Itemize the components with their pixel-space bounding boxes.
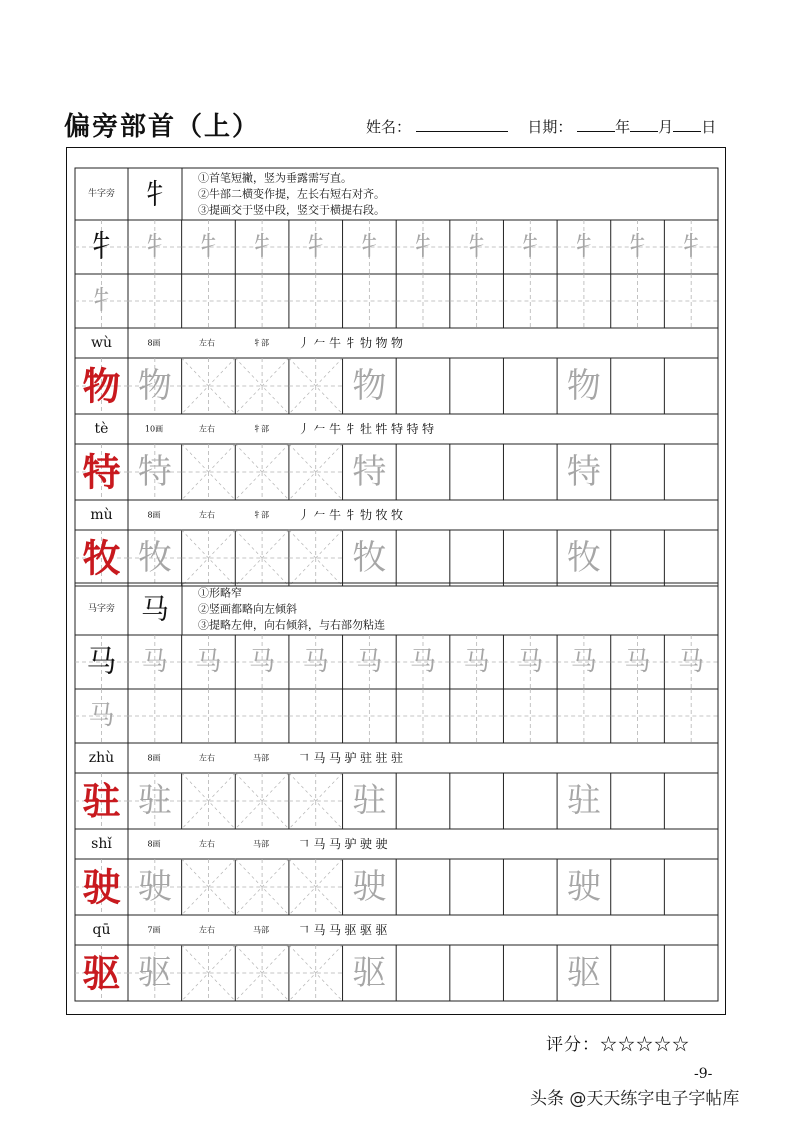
- stroke-step: 𠂉: [313, 422, 326, 436]
- stroke-step: 牞: [360, 508, 373, 522]
- trace-char: 驻: [352, 781, 387, 821]
- pinyin: shǐ: [91, 836, 112, 852]
- radical-name: 马字旁: [87, 604, 116, 614]
- stroke-step: 物: [391, 336, 404, 350]
- structure: 左右: [199, 925, 215, 935]
- stroke-count: 8画: [147, 753, 161, 763]
- stroke-step: 牜: [344, 422, 357, 436]
- stroke-step: 马: [329, 923, 342, 937]
- radical-label: 牜部: [253, 338, 269, 348]
- radical-trace: 牜: [249, 232, 276, 262]
- trace-char: 牧: [137, 538, 172, 578]
- model-char: 特: [82, 449, 121, 495]
- radical-trace: 牜: [141, 232, 168, 262]
- stroke-step: 牜: [344, 508, 357, 522]
- pinyin: qū: [92, 922, 111, 938]
- stroke-step: 牡: [360, 422, 373, 436]
- tips-row: [75, 583, 718, 635]
- stroke-step: 特: [406, 422, 419, 436]
- date-label: 日期：: [527, 118, 573, 136]
- year-label: 年: [615, 118, 631, 136]
- stroke-step: 驴: [344, 751, 357, 765]
- radical-trace: 牜: [302, 232, 329, 262]
- pinyin: tè: [94, 421, 109, 437]
- radical-trace: 马: [570, 647, 597, 677]
- stroke-step: 驻: [375, 751, 388, 765]
- structure: 左右: [199, 510, 215, 520]
- stroke-step: 驱: [344, 923, 357, 937]
- stroke-count: 10画: [144, 424, 164, 434]
- tip-line: ①形略窄: [198, 586, 242, 600]
- stroke-step: 马: [313, 837, 326, 851]
- trace-char: 特: [566, 452, 601, 492]
- radical-trace: 马: [195, 647, 222, 677]
- structure: 左右: [199, 424, 215, 434]
- radical-model: 马: [86, 644, 117, 680]
- model-char: 驱: [82, 950, 121, 996]
- model-char: 驻: [82, 778, 121, 824]
- stroke-step: 𠃍: [298, 837, 311, 851]
- stroke-step: 驴: [344, 837, 357, 851]
- structure: 左右: [199, 753, 215, 763]
- radical-trace: 牜: [356, 232, 383, 262]
- stroke-step: 牛: [329, 508, 342, 522]
- stroke-step: 马: [329, 751, 342, 765]
- structure: 左右: [199, 839, 215, 849]
- stroke-step: 马: [313, 751, 326, 765]
- stroke-count: 8画: [147, 510, 161, 520]
- stroke-step: 𠂉: [313, 508, 326, 522]
- trace-char: 驶: [352, 867, 387, 907]
- stroke-count: 8画: [147, 338, 161, 348]
- page-number: -9-: [694, 1066, 713, 1082]
- radical-trace: 牜: [624, 232, 651, 262]
- stroke-step: 特: [391, 422, 404, 436]
- radical-trace: 马: [302, 647, 329, 677]
- radical-trace: 马: [356, 647, 383, 677]
- radical-trace: 牜: [409, 232, 437, 262]
- tip-line: ②竖画都略向左倾斜: [198, 602, 297, 616]
- radical-trace: 牜: [195, 232, 222, 262]
- stroke-step: 𠃍: [298, 923, 311, 937]
- radical-trace: 牜: [517, 232, 544, 262]
- radical-sample: 牜: [140, 177, 170, 211]
- radical-model: 牜: [86, 229, 117, 265]
- stroke-step: 驱: [375, 923, 388, 937]
- stroke-count: 8画: [147, 839, 161, 849]
- page-title: 偏旁部首（上）: [64, 112, 261, 142]
- radical-trace: 牜: [88, 286, 115, 316]
- stroke-step: 牧: [375, 508, 388, 522]
- stroke-step: 驻: [360, 751, 373, 765]
- model-char: 驶: [82, 864, 121, 910]
- stroke-step: 牞: [360, 336, 373, 350]
- radical-label: 牜部: [253, 510, 269, 520]
- radical-trace: 牜: [570, 232, 597, 262]
- radical-trace: 马: [409, 647, 437, 677]
- trace-char: 驱: [566, 953, 601, 993]
- tip-line: ③提略左伸，向右倾斜，与右部勿粘连: [198, 618, 385, 632]
- stroke-step: 牛: [329, 422, 342, 436]
- char-info-row: [75, 915, 718, 945]
- stroke-step: 驻: [391, 751, 404, 765]
- tip-line: ③提画交于竖中段，竖交于横提右段。: [198, 203, 385, 217]
- radical-label: 马部: [253, 753, 269, 763]
- pinyin: zhù: [88, 750, 115, 766]
- trace-char: 驱: [352, 953, 387, 993]
- trace-char: 驻: [137, 781, 172, 821]
- stroke-step: 特: [422, 422, 435, 436]
- radical-trace: 马: [141, 647, 168, 677]
- stroke-step: 丿: [298, 422, 311, 436]
- stroke-step: 牜: [344, 336, 357, 350]
- stroke-step: 驶: [375, 837, 388, 851]
- trace-char: 驱: [137, 953, 172, 993]
- radical-label: 马部: [253, 839, 269, 849]
- stroke-step: 𠂉: [313, 336, 326, 350]
- stroke-step: 牪: [375, 422, 388, 436]
- radical-trace: 马: [624, 647, 651, 677]
- stroke-step: 牛: [329, 336, 342, 350]
- stroke-step: 驶: [360, 837, 373, 851]
- model-char: 牧: [82, 535, 121, 581]
- pinyin: wù: [91, 335, 112, 351]
- tip-line: ②牛部二横变作提，左长右短右对齐。: [198, 187, 385, 201]
- stroke-count: 7画: [147, 925, 161, 935]
- trace-char: 牧: [566, 538, 601, 578]
- radical-label: 牜部: [253, 424, 269, 434]
- radical-trace: 马: [88, 701, 115, 731]
- radical-name: 牛字旁: [87, 189, 116, 199]
- trace-char: 物: [566, 366, 601, 406]
- tip-line: ①首笔短撇，竖为垂露需写直。: [198, 171, 352, 185]
- stroke-step: 丿: [298, 508, 311, 522]
- watermark: 头条 @天天练字电子字帖库: [530, 1089, 740, 1109]
- radical-trace: 马: [463, 647, 490, 677]
- day-label: 日: [701, 118, 717, 136]
- stroke-step: 驱: [360, 923, 373, 937]
- radical-trace: 马: [249, 647, 276, 677]
- stroke-step: 物: [375, 336, 388, 350]
- trace-char: 驶: [137, 867, 172, 907]
- radical-trace: 马: [678, 647, 705, 677]
- structure: 左右: [199, 338, 215, 348]
- radical-sample: 马: [140, 592, 170, 626]
- trace-char: 特: [352, 452, 387, 492]
- trace-char: 驶: [566, 867, 601, 907]
- pinyin: mù: [90, 507, 113, 523]
- radical-trace: 牜: [678, 232, 705, 262]
- stroke-step: 丿: [298, 336, 311, 350]
- trace-char: 特: [137, 452, 172, 492]
- tips-row: [75, 168, 718, 220]
- stroke-step: 牧: [391, 508, 404, 522]
- stroke-step: 马: [329, 837, 342, 851]
- stroke-step: 马: [313, 923, 326, 937]
- stroke-step: 𠃍: [298, 751, 311, 765]
- model-char: 物: [82, 363, 121, 409]
- month-label: 月: [658, 118, 674, 136]
- trace-char: 牧: [352, 538, 387, 578]
- score-label: 评分：☆☆☆☆☆: [546, 1035, 690, 1055]
- trace-char: 物: [352, 366, 387, 406]
- radical-label: 马部: [253, 925, 269, 935]
- radical-trace: 牜: [463, 232, 490, 262]
- trace-char: 驻: [566, 781, 601, 821]
- radical-trace: 马: [517, 647, 544, 677]
- name-label: 姓名：: [366, 118, 412, 136]
- trace-char: 物: [137, 366, 172, 406]
- char-info-row: [75, 829, 718, 859]
